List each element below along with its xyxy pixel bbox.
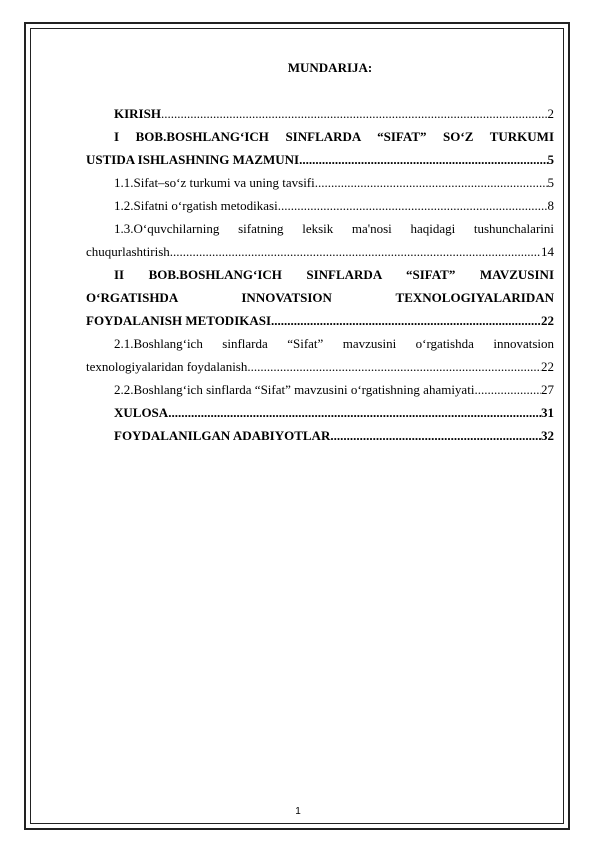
toc-label: KIRISH [114,106,161,121]
toc-page: 22 [541,313,554,328]
toc-label-line: chuqurlashtirish [86,244,170,259]
toc-label: 1.1.Sifat–so‘z turkumi va uning tavsifi [114,175,315,190]
toc-label: 2.2.Boshlang‘ich sinflarda “Sifat” mavzusini o‘rgatishning ahamiyati [114,382,475,397]
toc-leader [168,401,541,424]
toc-label-line: USTIDA ISHLASHNING MAZMUNI [86,152,300,167]
toc-leader [474,378,541,401]
toc-label-line: O‘RGATISHDA INNOVATSION TEXNOLOGIYALARIDAN [86,290,554,305]
toc-page: 22 [541,359,554,374]
toc-entry-1-3[interactable] [86,217,554,263]
toc-label: XULOSA [114,405,169,420]
toc-leader [330,424,541,447]
toc-label-line: texnologiyalaridan foydalanish [86,359,248,374]
toc-entry-1-2[interactable] [86,194,554,217]
toc-entry-adabiyotlar[interactable] [86,424,554,447]
toc-leader [278,194,548,217]
toc-page: 27 [541,382,554,397]
toc-entry-1-1[interactable] [86,171,554,194]
toc-label-line: I BOB.BOSHLANG‘ICH SINFLARDA “SIFAT” SO‘Z TURKUMI [114,129,554,144]
toc-label: FOYDALANILGAN ADABIYOTLAR [114,428,331,443]
toc-entry-2-1[interactable] [86,332,554,378]
toc-label-line: 1.3.O‘quvchilarning sifatning leksik ma'nosi haqidagi tushunchalarini [114,221,554,236]
toc-entry-kirish[interactable] [86,102,554,125]
toc-title: MUNDARIJA: [287,60,373,75]
toc-page: 2 [547,106,554,121]
toc-page: 5 [547,175,554,190]
toc-leader [247,355,541,378]
toc-label-line: II BOB.BOSHLANG‘ICH SINFLARDA “SIFAT” MAVZUSINI [114,267,554,282]
toc-page: 14 [541,244,554,259]
page-number: 1 [295,806,301,817]
toc-entry-xulosa[interactable] [86,401,554,424]
toc-entry-bob1[interactable] [86,125,554,171]
toc-leader [271,309,541,332]
toc-page: 31 [541,405,554,420]
toc-leader [315,171,548,194]
toc-label-line: 2.1.Boshlang‘ich sinflarda “Sifat” mavzusini o‘rgatishda innovatsion [114,336,554,351]
toc-leader [161,102,548,125]
toc-page: 32 [541,428,554,443]
table-of-contents [86,60,554,447]
toc-leader [170,240,541,263]
toc-label-line: FOYDALANISH METODIKASI [86,313,272,328]
toc-page: 8 [547,198,554,213]
toc-label: 1.2.Sifatni o‘rgatish metodikasi [114,198,278,213]
toc-page: 5 [547,152,554,167]
toc-entry-2-2[interactable] [86,378,554,401]
toc-entry-bob2[interactable] [86,263,554,332]
toc-leader [299,148,547,171]
